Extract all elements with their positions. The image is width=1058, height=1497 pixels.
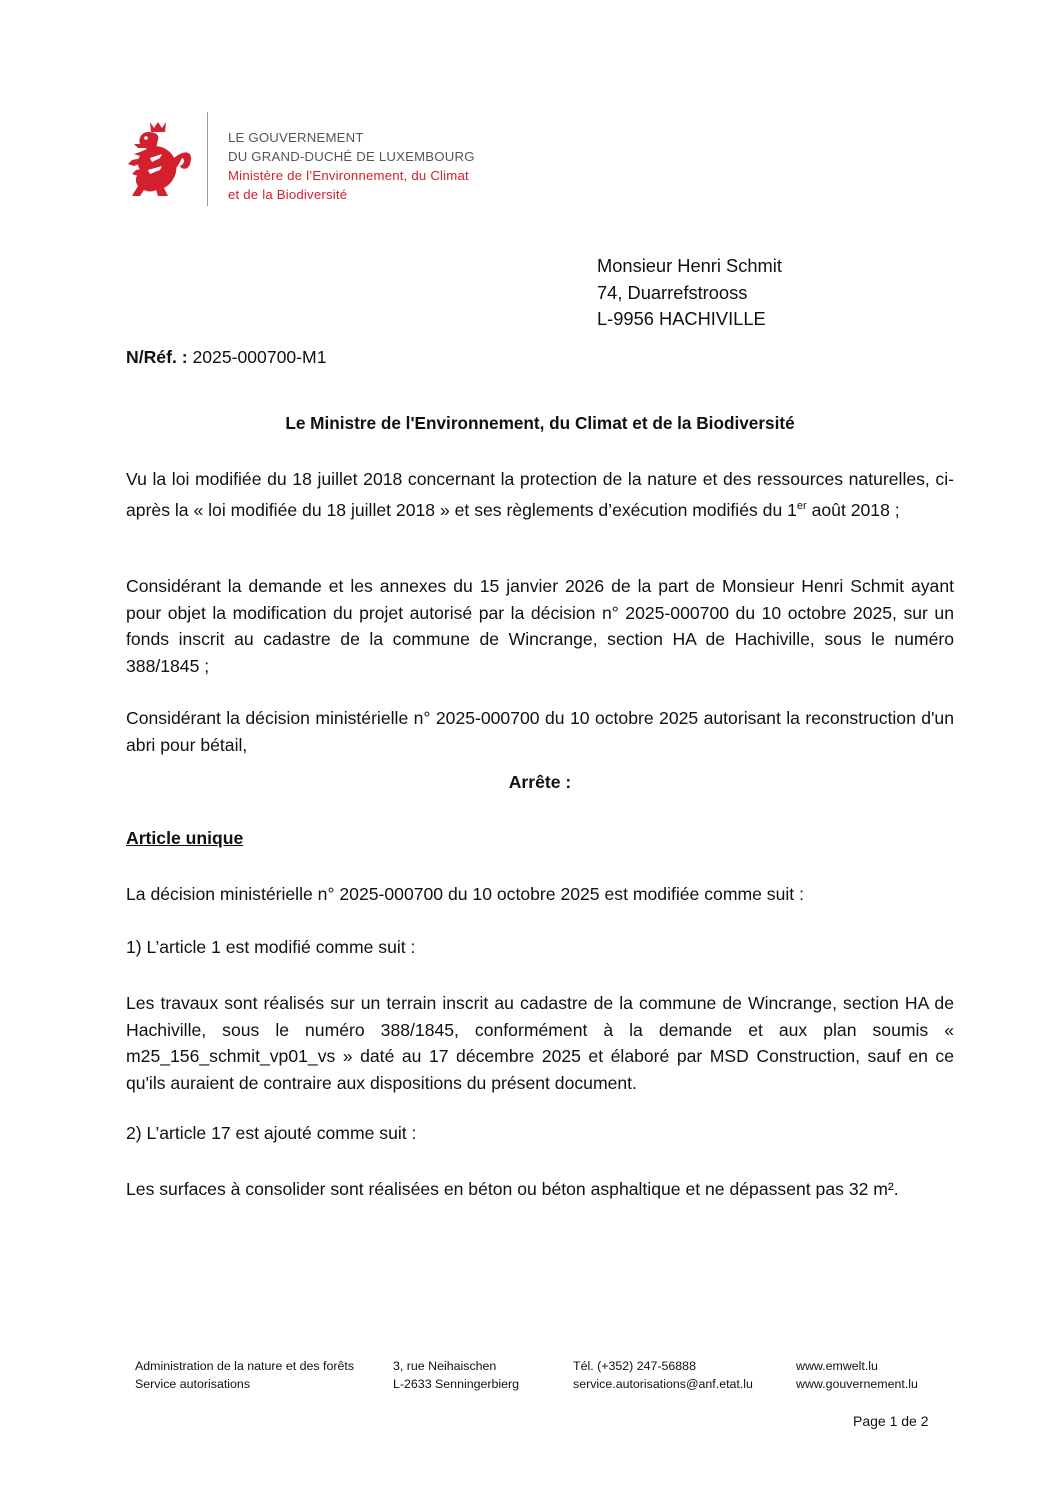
reference-label: N/Réf. : [126, 347, 188, 367]
footer-service-name: Service autorisations [135, 1376, 251, 1391]
government-header [228, 128, 475, 204]
footer-city: L-2633 Senningerbierg [393, 1376, 520, 1391]
footer-email: service.autorisations@anf.etat.lu [573, 1376, 753, 1391]
gov-line-2: DU GRAND-DUCHÉ DE LUXEMBOURG [228, 149, 475, 164]
footer-address [393, 1358, 519, 1393]
header-divider [207, 112, 208, 206]
article1-text: Les travaux sont réalisés sur un terrain inscrit au cadastre de la commune de Wincrange, section HA de Hachiville, sous le numéro 388/1845, conformément à la demande et aux plan soumis « m25_156_schmit_vp01_vs » daté au 17 décembre 2025 et élaboré par MSD Construction, sauf en ce qu'ils auraient de contraire aux dispositions du présent document. [126, 993, 954, 1093]
recipient-city: L-9956 HACHIVILLE [597, 308, 766, 329]
document-title: Le Ministre de l'Environnement, du Climat et de la Biodiversité [285, 413, 795, 433]
paragraph-considerant-2: Considérant la décision ministérielle n° 2025-000700 du 10 octobre 2025 autorisant la reconstruction d'un abri pour bétail, [126, 708, 954, 755]
ministry-line-2: et de la Biodiversité [228, 187, 348, 202]
footer-website-gouvernement: www.gouvernement.lu [796, 1376, 918, 1391]
recipient-address [597, 253, 782, 333]
footer-contact [573, 1358, 753, 1393]
footer-administration [135, 1358, 354, 1393]
article-heading: Article unique [126, 828, 244, 848]
article17-intro: 2) L’article 17 est ajouté comme suit : [126, 1123, 417, 1143]
footer-street: 3, rue Neihaischen [393, 1359, 497, 1373]
gov-line-1: LE GOUVERNEMENT [228, 130, 364, 145]
vu-superscript: er [796, 499, 807, 512]
red-lion-icon [128, 118, 196, 198]
page-number: Page 1 de 2 [853, 1413, 929, 1429]
footer-websites [796, 1358, 918, 1393]
article1-intro: 1) L’article 1 est modifié comme suit : [126, 937, 416, 957]
footer-admin-name: Administration de la nature et des forêts [135, 1359, 355, 1373]
paragraph-vu [126, 466, 954, 523]
arrete-heading: Arrête : [508, 772, 572, 792]
vu-text-part2: août 2018 ; [806, 499, 900, 520]
article17-text: Les surfaces à consolider sont réalisées en béton ou béton asphaltique et ne dépassent pas 32 m². [126, 1179, 899, 1199]
footer-website-emwelt: www.emwelt.lu [796, 1359, 878, 1373]
ministry-line-1: Ministère de l’Environnement, du Climat [228, 168, 469, 183]
reference-value: 2025-000700-M1 [187, 347, 327, 367]
footer-phone: Tél. (+352) 247-56888 [573, 1359, 696, 1373]
reference [126, 347, 326, 368]
vu-text-part1: Vu la loi modifiée du 18 juillet 2018 concernant la protection de la nature et des ressources naturelles, ci-après la « loi modifiée du 18 juillet 2018 » et ses règlements d’exécution modifiés du 1 [126, 469, 954, 520]
recipient-name: Monsieur Henri Schmit [597, 255, 782, 276]
recipient-street: 74, Duarrefstrooss [597, 281, 748, 303]
decision-modified-line: La décision ministérielle n° 2025-000700 du 10 octobre 2025 est modifiée comme suit : [126, 884, 804, 904]
paragraph-considerant-1: Considérant la demande et les annexes du 15 janvier 2026 de la part de Monsieur Henri Schmit ayant pour objet la modification du projet autorisé par la décision n° 2025-000700 du 10 octobre 2025, sur un fonds inscrit au cadastre de la commune de Wincrange, section HA de Hachiville, sous le numéro 388/1845 ; [126, 576, 954, 676]
